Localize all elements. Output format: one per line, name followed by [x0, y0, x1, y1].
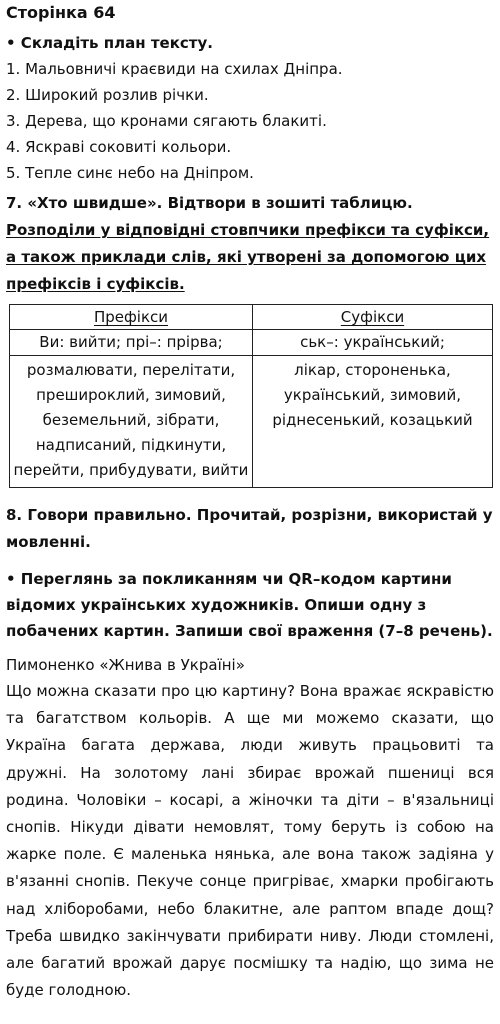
affix-table — [9, 304, 493, 488]
prefix-examples: розмалювати, перелітати, прешироклий, зимовий, беземельний, зібрати, надписаний, підкинути, перейти, прибудувати, вийти — [10, 356, 253, 488]
story-text: Що можна сказати про цю картину? Вона вражає яскравістю та багатством кольорів. А ще ми можемо сказати, що Україна багата держава, люди живуть працьовиті та дружні. На золотому лані збирає врожай пшениці вся родина. Чоловіки – косарі, а жіночки та діти – в'язальниці снопів. Нікуди дівати немовлят, тому беруть із собою на жарке поле. Є маленька нянька, але вона також задіяна у в'язанні снопів. Пекуче сонце пригріває, хмарки пробігають над хліборобами, небо блакитне, але раптом впаде дощ? Треба швидко закінчувати прибирати ниву. Люди стомлені, але багатий врожай дарує посмішку та надію, що зима не буде голодною. — [6, 682, 494, 1000]
plan-item: 2. Широкий розлив річки. — [6, 86, 209, 104]
plan-list — [6, 56, 494, 186]
plan-item: 4. Яскраві соковиті кольори. — [6, 138, 232, 156]
suffix-examples: лікар, стороненька, український, зимовий, ріднесенький, козацький — [253, 356, 493, 488]
plan-section — [6, 30, 494, 186]
header-prefixes: Префікси — [10, 305, 253, 330]
task7-intro: 7. «Хто швидше». Відтвори в зошиті таблицю. — [6, 194, 413, 212]
plan-heading: • Складіть план тексту. — [6, 34, 213, 52]
task7-block — [6, 190, 494, 298]
page-title: Сторінка 64 — [6, 3, 116, 22]
table-header-row — [10, 305, 493, 330]
plan-item: 1. Мальовничі краєвиди на схилах Дніпра. — [6, 60, 343, 78]
task7-instruction: Розподіли у відповідні стовпчики префікси та суфікси, а також приклади слів, які утворені за допомогою цих префіксів і суфіксів. — [6, 221, 490, 293]
watch-task-text: • Переглянь за покликанням чи QR–кодом картини відомих українських художників. Опиши одну з побачених картин. Запиши свої враження (7–8 речень). — [6, 570, 493, 640]
plan-item: 5. Тепле синє небо на Дніпром. — [6, 164, 254, 182]
table-row — [10, 330, 493, 356]
prefix-affixes: Ви: вийти; прі–: прірва; — [10, 330, 253, 356]
plan-item: 3. Дерева, що кронами сягають блакиті. — [6, 112, 327, 130]
table-row — [10, 356, 493, 488]
task8-text: 8. Говори правильно. Прочитай, розрізни, використай у мовленні. — [6, 506, 493, 551]
story-title: Пимоненко «Жнива в Україні» — [6, 656, 245, 674]
header-suffixes: Суфікси — [253, 305, 493, 330]
suffix-affixes: ськ–: український; — [253, 330, 493, 356]
